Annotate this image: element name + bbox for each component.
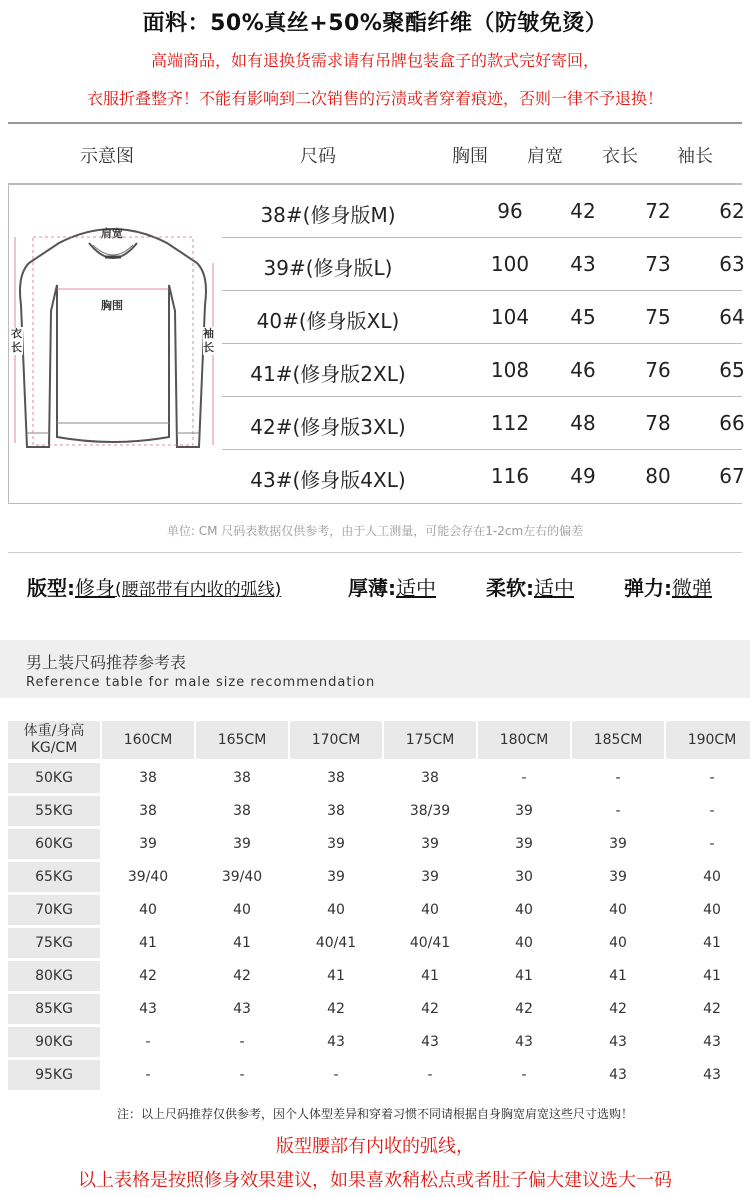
size-cell-value: 45: [570, 305, 596, 329]
header-size: 尺码: [300, 146, 336, 167]
size-cell-value: 112: [490, 411, 530, 435]
thickness-label: 厚薄:: [348, 576, 396, 600]
size-cell-label: 38#(修身版M): [260, 203, 396, 227]
size-cell-value: 48: [570, 411, 596, 435]
size-row: [222, 184, 745, 238]
recommendation-cell: 40/41: [315, 935, 357, 951]
recommendation-cell: 42: [327, 1001, 345, 1017]
size-cell-label: 43#(修身版4XL): [250, 468, 406, 492]
recommendation-cell: 40: [515, 902, 533, 918]
recommendation-cell: 39: [609, 869, 627, 885]
size-cell-value: 67: [719, 464, 745, 488]
red-footer-line-2: 以上表格是按照修身效果建议，如果喜欢稍松点或者肚子偏大建议选大一码: [78, 1170, 672, 1191]
recommendation-cell: 40: [609, 935, 627, 951]
diagram-label-shoulder: 肩宽: [101, 227, 123, 240]
recommendation-cell: 41: [327, 968, 345, 984]
recommendation-cell: 39: [327, 869, 345, 885]
recommendation-cell: 40: [703, 902, 721, 918]
recommendation-cell: 38: [421, 770, 439, 786]
attr-fit: [27, 572, 281, 601]
recommendation-cell: -: [615, 803, 621, 819]
recommendation-cell: -: [709, 803, 715, 819]
fit-label: 版型:: [27, 576, 75, 600]
size-cell-value: 96: [497, 199, 523, 223]
size-cell-value: 62: [719, 199, 745, 223]
size-cell-value: 80: [645, 464, 671, 488]
header-chest: 胸围: [452, 146, 488, 167]
size-cell-value: 75: [645, 305, 671, 329]
recommendation-cell: 39: [421, 836, 439, 852]
recommendation-cell: -: [239, 1067, 245, 1083]
height-header: 160CM: [102, 721, 194, 759]
corner-cell: [8, 721, 100, 759]
recommendation-cell: -: [615, 770, 621, 786]
weight-header: 55KG: [8, 796, 100, 826]
recommendation-cell: -: [521, 770, 527, 786]
recommendation-subtitle: Reference table for male size recommendation: [26, 675, 376, 690]
recommendation-cell: 39: [327, 836, 345, 852]
size-row: [222, 449, 745, 504]
weight-header: 85KG: [8, 994, 100, 1024]
recommendation-cell: 40: [609, 902, 627, 918]
attr-softness: [486, 572, 574, 601]
size-cell-value: 100: [490, 252, 530, 276]
recommendation-cell: 38: [327, 803, 345, 819]
red-footer-line-1: 版型腰部有内收的弧线，: [276, 1136, 474, 1157]
size-cell-value: 64: [719, 305, 745, 329]
recommendation-cell: 43: [703, 1067, 721, 1083]
material-label: 面料：50%真丝+50%聚酯纤维（防皱免烫）: [142, 11, 608, 36]
unit-note: 单位: CM 尺码表数据仅供参考，由于人工测量，可能会存在1-2cm左右的偏差: [166, 524, 584, 538]
recommendation-cell: 39: [609, 836, 627, 852]
garment-diagram: [8, 184, 222, 504]
recommendation-cell: 42: [233, 968, 251, 984]
recommendation-cell: 43: [515, 1034, 533, 1050]
size-cell-value: 108: [490, 358, 530, 382]
recommendation-cell: 38/39: [409, 803, 451, 819]
size-row: [222, 237, 745, 291]
size-cell-value: 42: [570, 199, 596, 223]
height-header: 180CM: [478, 721, 570, 759]
size-cell-value: 72: [645, 199, 671, 223]
divider: [8, 122, 742, 124]
recommendation-cell: 41: [703, 968, 721, 984]
recommendation-cell: 40: [421, 902, 439, 918]
weight-header: 95KG: [8, 1060, 100, 1090]
header-shoulder: 肩宽: [527, 146, 563, 167]
recommendation-cell: 39/40: [221, 869, 263, 885]
divider: [8, 552, 742, 553]
recommendation-cell: 42: [515, 1001, 533, 1017]
recommendation-cell: 38: [233, 770, 251, 786]
weight-header: 70KG: [8, 895, 100, 925]
height-header: 165CM: [196, 721, 288, 759]
header-sleeve: 袖长: [677, 146, 713, 167]
recommendation-cell: -: [521, 1067, 527, 1083]
recommendation-cell: 43: [421, 1034, 439, 1050]
recommendation-cell: 41: [703, 935, 721, 951]
height-header: 175CM: [384, 721, 476, 759]
recommendation-cell: 40: [703, 869, 721, 885]
weight-header: 75KG: [8, 928, 100, 958]
recommendation-cell: -: [709, 770, 715, 786]
recommendation-cell: 43: [609, 1067, 627, 1083]
header-diagram: 示意图: [80, 146, 134, 167]
weight-header: 50KG: [8, 763, 100, 793]
diagram-label-sleeve: 袖长: [203, 327, 214, 354]
fit-value: 修身: [75, 576, 115, 600]
recommendation-cell: 42: [421, 1001, 439, 1017]
recommendation-cell: 39: [515, 803, 533, 819]
softness-label: 柔软:: [486, 576, 534, 600]
recommendation-cell: 43: [327, 1034, 345, 1050]
recommendation-cell: -: [239, 1034, 245, 1050]
corner-top: 体重/身高: [23, 723, 85, 739]
attr-thickness: [348, 572, 436, 601]
recommendation-cell: 38: [327, 770, 345, 786]
return-notice-line-1: 高端商品，如有退换货需求请有吊牌包装盒子的款式完好寄回，: [150, 51, 599, 70]
elasticity-label: 弹力:: [624, 576, 672, 600]
recommendation-cell: 38: [233, 803, 251, 819]
recommendation-cell: 42: [703, 1001, 721, 1017]
recommendation-cell: 40: [139, 902, 157, 918]
recommendation-cell: 43: [609, 1034, 627, 1050]
recommendation-cell: 41: [421, 968, 439, 984]
header-length: 衣长: [602, 146, 638, 167]
recommendation-cell: -: [333, 1067, 339, 1083]
weight-header: 80KG: [8, 961, 100, 991]
diagram-label-length: 衣长: [11, 327, 22, 354]
size-cell-value: 43: [570, 252, 596, 276]
size-cell-value: 66: [719, 411, 745, 435]
size-cell-value: 76: [645, 358, 671, 382]
weight-header: 65KG: [8, 862, 100, 892]
size-cell-value: 63: [719, 252, 745, 276]
recommendation-cell: 43: [233, 1001, 251, 1017]
recommendation-cell: 43: [139, 1001, 157, 1017]
recommendation-cell: -: [145, 1067, 151, 1083]
recommendation-cell: 38: [139, 803, 157, 819]
weight-header: 90KG: [8, 1027, 100, 1057]
recommendation-cell: 40/41: [409, 935, 451, 951]
size-cell-label: 40#(修身版XL): [256, 309, 400, 333]
size-cell-value: 73: [645, 252, 671, 276]
recommendation-cell: 39: [233, 836, 251, 852]
footnote: 注：以上尺码推荐仅供参考，因个人体型差异和穿着习惯不同请根据自身胸宽肩宽这些尺寸选购！: [116, 1107, 633, 1121]
recommendation-cell: 39: [139, 836, 157, 852]
size-row: [222, 290, 745, 344]
recommendation-cell: 40: [515, 935, 533, 951]
size-cell-value: 116: [490, 464, 530, 488]
recommendation-cell: 41: [139, 935, 157, 951]
size-cell-label: 42#(修身版3XL): [250, 415, 406, 439]
recommendation-cell: 42: [139, 968, 157, 984]
recommendation-cell: 40: [233, 902, 251, 918]
size-cell-value: 104: [490, 305, 530, 329]
height-header: 190CM: [666, 721, 750, 759]
height-header: 185CM: [572, 721, 664, 759]
size-cell-value: 49: [570, 464, 596, 488]
return-notice-line-2: 衣服折叠整齐！不能有影响到二次销售的污渍或者穿着痕迹，否则一律不予退换！: [86, 89, 663, 108]
recommendation-cell: 39/40: [127, 869, 169, 885]
softness-value: 适中: [534, 576, 574, 600]
size-cell-value: 78: [645, 411, 671, 435]
corner-bottom: KG/CM: [30, 740, 78, 756]
diagram-label-chest: 胸围: [101, 299, 123, 312]
recommendation-cell: 43: [703, 1034, 721, 1050]
size-row: [222, 396, 745, 450]
size-cell-value: 46: [570, 358, 596, 382]
recommendation-cell: 38: [139, 770, 157, 786]
recommendation-cell: 39: [515, 836, 533, 852]
recommendation-cell: -: [709, 836, 715, 852]
recommendation-cell: 42: [609, 1001, 627, 1017]
recommendation-cell: 41: [233, 935, 251, 951]
recommendation-title: 男上装尺码推荐参考表: [26, 653, 187, 672]
recommendation-cell: -: [427, 1067, 433, 1083]
weight-header: 60KG: [8, 829, 100, 859]
recommendation-cell: 30: [515, 869, 533, 885]
size-cell-value: 65: [719, 358, 745, 382]
recommendation-cell: 41: [515, 968, 533, 984]
size-cell-label: 41#(修身版2XL): [250, 362, 406, 386]
fit-note: (腰部带有内收的弧线): [115, 580, 282, 600]
size-row: [222, 343, 745, 397]
recommendation-cell: 39: [421, 869, 439, 885]
recommendation-cell: 41: [609, 968, 627, 984]
recommendation-cell: -: [145, 1034, 151, 1050]
attr-elasticity: [624, 572, 712, 601]
thickness-value: 适中: [396, 576, 436, 600]
height-header: 170CM: [290, 721, 382, 759]
elasticity-value: 微弹: [672, 576, 712, 600]
recommendation-cell: 40: [327, 902, 345, 918]
size-cell-label: 39#(修身版L): [263, 256, 393, 280]
